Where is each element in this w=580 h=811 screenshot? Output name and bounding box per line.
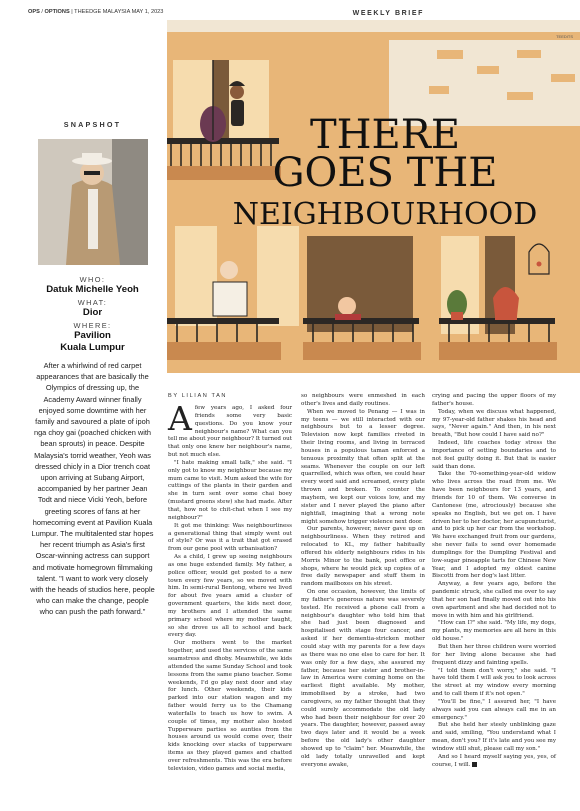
paragraph: crying and pacing the upper floors of my father's house. [432,393,556,407]
paragraph: "I hate making small talk," she said. "I only got to know my neighbour because my mum came to visit. Mum asked the wife for cuttings of the plants in their garden and she in turn sent over some chai boey (mustard greens stew) she had made. After that, how not to chit-chat when I see my neighbour?" [168,459,292,521]
snapshot-meta [30,275,155,354]
headline-illustration [167,20,580,373]
headline-line3: NEIGHBOURHOOD [232,197,538,232]
paragraph: But she held her steely unblinking gaze and said, smiling, "You understand what I mean, don't you? If it's late and you see my window still shut, please call my son." [432,722,556,752]
paragraph: But then her three children were worried for her living alone because she had frequent dizzy and fainting spells. [432,644,556,666]
snapshot-title: SNAPSHOT [63,120,122,129]
folio: OPS / OPTIONS | THEEDGE MALAYSIA MAY 1, 2023 [28,9,164,15]
dropcap: A [168,399,192,438]
what-label: WHAT: [77,298,108,307]
weekly-brief-label: WEEKLY BRIEF [352,10,424,17]
celebrity-photo [38,139,148,265]
paragraph: Indeed, life coaches today stress the importance of setting boundaries and to not feel guilty doing it. But that is easier said than done. [432,440,556,470]
paragraph: It got me thinking: Was neighbourliness a generational thing that simply went out of style? Or was it a trait that got erased from our gene pool with urbanisation? [168,522,292,553]
snapshot-blurb: After a whirlwind of red carpet appearances that are basically the Olympics of dressing up, the Academy Award winner finally enjoyed some downtime with her family and savoured a plate of ipoh nga choy gai (poached chicken with bean sprouts) in peace. Despite Malaysia's torrid weather, Yeoh was dressed chicly in a Dior trench coat upon arriving at Subang Airport, accompanied by her partner Jean Todt and niece Vicki Yeoh, before greeting scores of fans at her homecoming event at Pavilion Kuala Lumpur. The multitalented star hopes her recent triumph as Asia's first Oscar-winning actress can support and motivate homegrown filmmaking talent. "I want to work very closely with the heads of studios here, people who can make the change, people who can push the path forward." [30,361,155,617]
where-value-1: Pavilion [74,330,111,341]
paragraph: Today, when we discuss what happened, my 97-year-old father shakes his head and says, "Never again." And then, in his next breath, "But how could I have said no?" [432,408,556,439]
article-column-2 [301,393,425,770]
what-value: Dior [82,307,103,318]
paragraph: so neighbours were enmeshed in each other's lives and daily routines. [301,393,425,407]
paragraph: When we moved to Penang — I was in my teens — we still interacted with our neighbours but to a lesser degree. Television now kept families riveted in their living rooms, and living in terraced houses in a populous taman enforced a tenuous proximity that often split at the seams. Whenever the couple on our left quarrelled, which was often, we could hear every word said and screamed, every plate thrown and broken. To counter the mayhem, we kept our voices low, and my sister and I never played the piano after nightfall, imagining that a wrong note might somehow trigger violence next door. [301,408,425,525]
paragraph: "How can I?" she said. "My life, my dogs, my plants, my memories are all here in this old house." [432,620,556,643]
headline-line1: THERE [309,112,461,158]
photo-illustration [38,139,148,265]
where-label: WHERE: [73,321,112,330]
where-value-2: Kuala Lumpur [60,342,125,353]
paragraph: Our parents, however, never gave up on neighbourliness. When they retired and relocated to KL, my father habitually offered his elderly neighbours rides in his Morris Minor to the bank, post office or shops, where he would pick up copies of a free daily newspaper and stuff them in random mailboxes on his street. [301,526,425,588]
paragraph: As a child, I grew up seeing neighbours as one huge extended family. My father, a police officer, would get posted to a new town every few years, so we moved with him. In semi-rural Bentong, where we lived for about five years amid a cluster of government quarters, the kids next door, my brothers and I attended the same primary school where my mother taught, so she drove us all to school and back every day. [168,554,292,639]
paragraph: Take the 70-something-year-old widow who lives across the road from me. We have been neighbours for 13 years, and friends for 10 of them. We converse in Cantonese (me, atrociously) because she speaks no English, but we get on. I have driven her to her doctor, her acupuncturist, and to pick up her car from the workshop. We have exchanged fruit from our gardens, she never fails to send over homemade dumplings for the Dumpling Festival and low-sugar pineapple tarts for Chinese New Year, and I adopted my oldest canine Biscotti from her dog's last litter. [432,471,556,580]
paragraph: And so I heard myself saying yes, yes, of course, I will. [432,753,556,768]
publication-name: THEEDGE MALAYSIA [74,9,131,15]
article-column-1 [168,399,292,774]
snapshot-sidebar [30,120,155,618]
illustrator-credit: TEEDITS [556,34,573,39]
paragraph: "You'll be fine," I assured her, "I have always said you can always call me in an emergency." [432,698,556,721]
page-number: OPS [28,9,40,15]
section-name: OPTIONS [44,9,70,15]
who-label: WHO: [79,275,106,284]
page-header [0,0,580,22]
paragraph: Our mothers went to the market together, and used the services of the same seamstress and dhoby. Meanwhile, we kids attended the same Sunday School and took lessons from the same piano teacher. Some weekends, I'd go play next door and stay for lunch. Other weekends, their kids parked into our station wagon and my father would ferry us to the Chamang waterfalls to teach us how to swim. A couple of times, my mother also hosted Tupperware parties so aunties from the houses around us would come over, their kids knocking over stacks of tupperware items as they played games and chatted over refreshments. This was the era before television, video games and social media, [168,640,292,772]
paragraph: few years ago, I asked four friends some very basic questions. Do you know your neighbour's name? What can you tell me about your neighbour? It turned out that only one knew her neighbour's name, but not much else. [168,405,292,459]
issue-date: MAY 1, 2023 [131,9,164,15]
byline: BY LILIAN TAN [168,393,228,399]
end-mark [472,762,477,767]
paragraph: On one occasion, however, the limits of my father's generous nature was severely tested. He received a phone call from a neighbour's daughter who told him that she had just been diagnosed and hospitalised with stage four cancer, and asked if her dementia-stricken mother could stay with my parents for a few days as there was no one else to care for her. It was only for a few days, she assured my father, because her sister and brother-in-law in America were coming home on the earliest flight available. My mother, immobilised by a stroke, had two caregivers, so my father thought that they could surely accommodate the old lady who had been their neighbour for over 20 years. The daughter, however, passed away two days later and it would be a week before the old lady's other daughter showed up to "claim" her. Meanwhile, the old lady totally unravelled and kept everyone awake, [301,589,425,768]
headline-line2: GOES THE [272,150,498,196]
paragraph: Anyway, a few years ago, before the pandemic struck, she called me over to say that her son had finally moved out into his own apartment and she had decided not to move in with him and his girlfriend. [432,581,556,619]
article-column-3 [432,393,556,770]
who-value: Datuk Michelle Yeoh [46,284,139,295]
paragraph: "I told them don't worry," she said. "I have told them I will ask you to look across the street at my window every morning and to call them if it's not open." [432,667,556,698]
